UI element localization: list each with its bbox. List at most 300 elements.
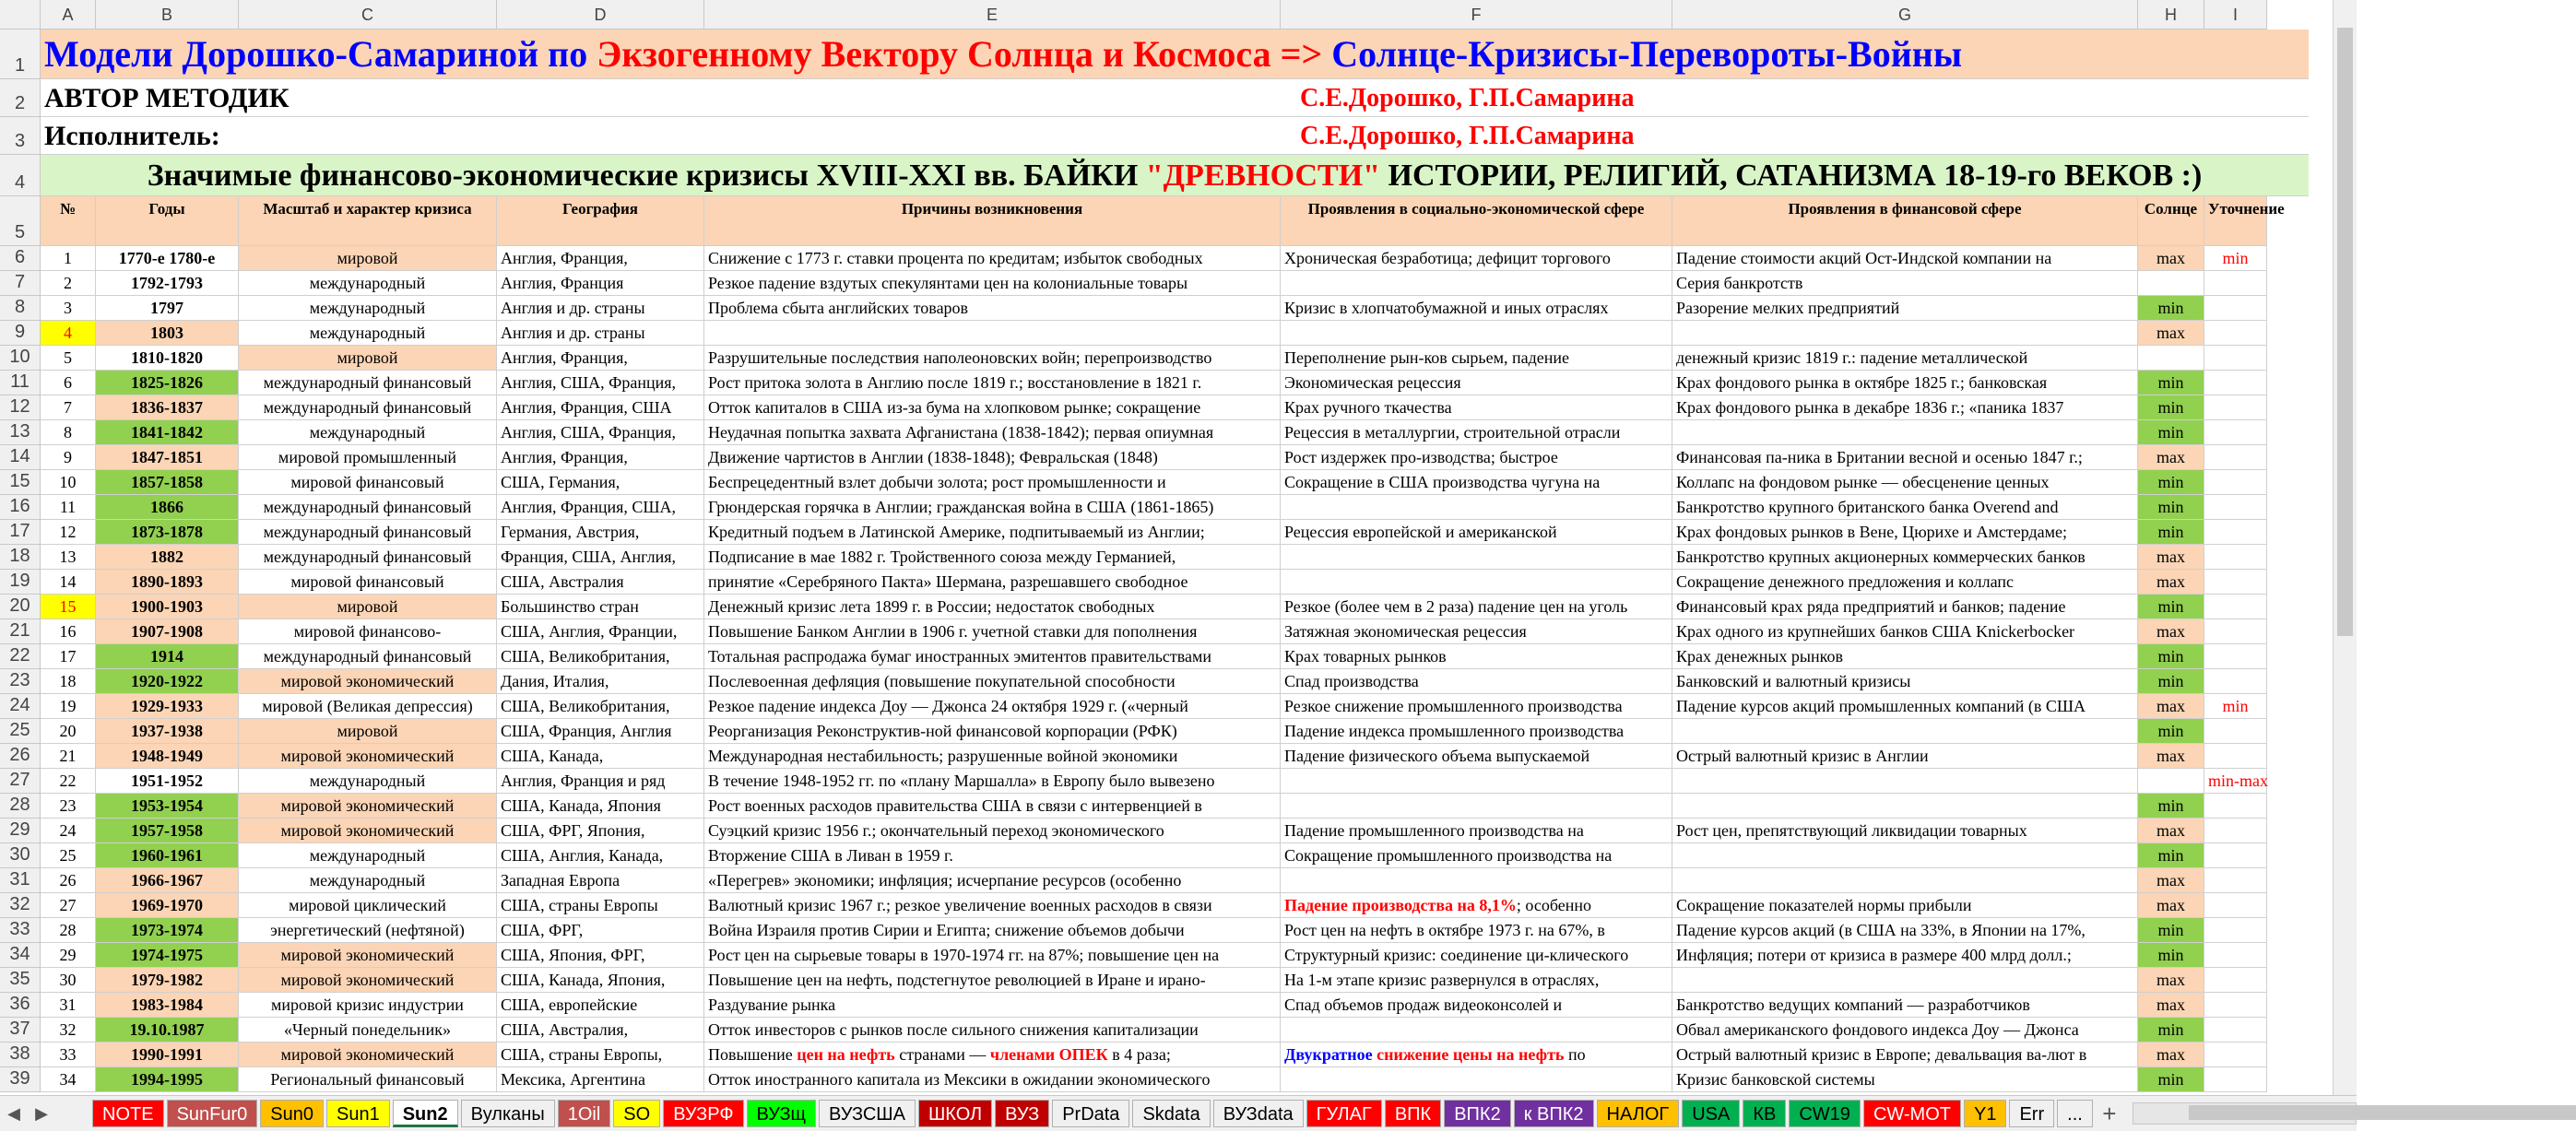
vertical-scrollbar[interactable] bbox=[2333, 0, 2357, 1095]
cell-sun[interactable]: min bbox=[2138, 918, 2204, 943]
cell-years[interactable]: 1948-1949 bbox=[96, 744, 239, 769]
cell-financial[interactable]: Крах денежных рынков bbox=[1672, 644, 2138, 669]
cell-sun[interactable]: min bbox=[2138, 644, 2204, 669]
cell-years[interactable]: 1810-1820 bbox=[96, 346, 239, 371]
cell-years[interactable]: 1797 bbox=[96, 296, 239, 321]
cell-clarification[interactable] bbox=[2204, 495, 2267, 520]
sheet-tab[interactable]: Sun2 bbox=[393, 1100, 458, 1127]
cell-scale[interactable]: мировой экономический bbox=[239, 794, 497, 819]
row-header[interactable]: 9 bbox=[0, 321, 41, 346]
cell-scale[interactable]: международный bbox=[239, 769, 497, 794]
sheet-tab[interactable]: ВУЗ bbox=[995, 1100, 1049, 1127]
cell-financial[interactable]: Кризис банковской системы bbox=[1672, 1067, 2138, 1092]
cell-social[interactable] bbox=[1281, 321, 1672, 346]
cell-clarification[interactable] bbox=[2204, 644, 2267, 669]
cell-causes[interactable]: Отток иностранного капитала из Мексики в ожидании экономического bbox=[704, 1067, 1281, 1092]
cell-social[interactable]: Рецессия европейской и американской bbox=[1281, 520, 1672, 545]
row-header[interactable]: 34 bbox=[0, 943, 41, 968]
sheet-tab[interactable]: Sun0 bbox=[260, 1100, 324, 1127]
sheet-tab[interactable]: SunFur0 bbox=[167, 1100, 258, 1127]
cell-clarification[interactable] bbox=[2204, 968, 2267, 993]
cell-clarification[interactable]: min bbox=[2204, 246, 2267, 271]
cell-sun[interactable]: min bbox=[2138, 395, 2204, 420]
cell-financial[interactable] bbox=[1672, 719, 2138, 744]
sheet-tab[interactable]: ВПК bbox=[1385, 1100, 1441, 1127]
cell-clarification[interactable] bbox=[2204, 271, 2267, 296]
add-sheet-icon[interactable]: + bbox=[2102, 1099, 2117, 1127]
cell-scale[interactable]: энергетический (нефтяной) bbox=[239, 918, 497, 943]
cell-causes[interactable]: Резкое падение индекса Доу — Джонса 24 октября 1929 г. («черный bbox=[704, 694, 1281, 719]
cell-number[interactable]: 3 bbox=[41, 296, 96, 321]
cell-social[interactable]: Крах товарных рынков bbox=[1281, 644, 1672, 669]
cell-number[interactable]: 30 bbox=[41, 968, 96, 993]
cell-scale[interactable]: «Черный понедельник» bbox=[239, 1018, 497, 1043]
cell-sun[interactable]: max bbox=[2138, 868, 2204, 893]
cell-social[interactable]: Спад производства bbox=[1281, 669, 1672, 694]
row-header[interactable]: 25 bbox=[0, 719, 41, 744]
cell-financial[interactable]: Коллапс на фондовом рынке — обесценение ценных bbox=[1672, 470, 2138, 495]
row-header[interactable]: 28 bbox=[0, 794, 41, 819]
cell-social[interactable]: Хроническая безработица; дефицит торгового bbox=[1281, 246, 1672, 271]
cell-sun[interactable]: min bbox=[2138, 669, 2204, 694]
cell-years[interactable]: 1960-1961 bbox=[96, 843, 239, 868]
sheet-tab[interactable]: 1Oil bbox=[558, 1100, 611, 1127]
row-header[interactable]: 29 bbox=[0, 819, 41, 843]
cell-social[interactable] bbox=[1281, 271, 1672, 296]
cell-social[interactable]: Структурный кризис: соединение ци-клического bbox=[1281, 943, 1672, 968]
cell-financial[interactable]: Крах одного из крупнейших банков США Knickerbocker bbox=[1672, 619, 2138, 644]
cell-financial[interactable]: Банкротство ведущих компаний — разработчиков bbox=[1672, 993, 2138, 1018]
subtitle-row[interactable] bbox=[41, 155, 2309, 196]
cell-geography[interactable]: Франция, США, Англия, bbox=[497, 545, 704, 570]
cell-causes[interactable] bbox=[704, 1043, 1281, 1067]
cell-geography[interactable]: США, Австралия, bbox=[497, 1018, 704, 1043]
sheet-tab[interactable]: Err bbox=[2009, 1100, 2054, 1127]
cell-sun[interactable]: min bbox=[2138, 843, 2204, 868]
cell-financial[interactable] bbox=[1672, 794, 2138, 819]
cell-clarification[interactable] bbox=[2204, 395, 2267, 420]
cell-years[interactable]: 1990-1991 bbox=[96, 1043, 239, 1067]
cell-financial[interactable]: Серия банкротств bbox=[1672, 271, 2138, 296]
cell-sun[interactable]: min bbox=[2138, 1067, 2204, 1092]
cell-years[interactable]: 1966-1967 bbox=[96, 868, 239, 893]
cell-clarification[interactable] bbox=[2204, 570, 2267, 595]
cell-years[interactable]: 1929-1933 bbox=[96, 694, 239, 719]
cell-financial[interactable]: Банкротство крупного британского банка Overend and bbox=[1672, 495, 2138, 520]
cell-scale[interactable]: международный bbox=[239, 420, 497, 445]
cell-scale[interactable]: международный bbox=[239, 271, 497, 296]
cell-geography[interactable]: Англия, Франция, bbox=[497, 445, 704, 470]
cell-number[interactable]: 8 bbox=[41, 420, 96, 445]
sheet-tab[interactable]: USA bbox=[1682, 1100, 1740, 1127]
cell-causes[interactable]: Снижение с 1773 г. ставки процента по кредитам; избыток свободных bbox=[704, 246, 1281, 271]
cell-social[interactable]: Рецессия в металлургии, строительной отрасли bbox=[1281, 420, 1672, 445]
cell-geography[interactable]: Дания, Италия, bbox=[497, 669, 704, 694]
cell-scale[interactable]: мировой финансовый bbox=[239, 570, 497, 595]
cell-sun[interactable]: min bbox=[2138, 470, 2204, 495]
cell-years[interactable]: 1900-1903 bbox=[96, 595, 239, 619]
cell-sun[interactable]: min bbox=[2138, 495, 2204, 520]
cell-geography[interactable]: США, Германия, bbox=[497, 470, 704, 495]
cell-years[interactable]: 1979-1982 bbox=[96, 968, 239, 993]
cell-financial[interactable]: Падение курсов акций (в США на 33%, в Японии на 17%, bbox=[1672, 918, 2138, 943]
cell-years[interactable]: 1973-1974 bbox=[96, 918, 239, 943]
row-header[interactable]: 24 bbox=[0, 694, 41, 719]
cell-causes[interactable]: Тотальная распродажа бумаг иностранных эмитентов правительствами bbox=[704, 644, 1281, 669]
executor-row[interactable] bbox=[41, 117, 2309, 155]
cell-social[interactable] bbox=[1281, 495, 1672, 520]
cell-geography[interactable]: США, Англия, Франции, bbox=[497, 619, 704, 644]
cell-geography[interactable]: Германия, Австрия, bbox=[497, 520, 704, 545]
cell-social[interactable] bbox=[1281, 570, 1672, 595]
cell-years[interactable]: 1836-1837 bbox=[96, 395, 239, 420]
sheet-tab[interactable]: CW-MOT bbox=[1863, 1100, 1961, 1127]
cell-years[interactable]: 19.10.1987 bbox=[96, 1018, 239, 1043]
row-header[interactable]: 5 bbox=[0, 196, 41, 246]
cell-number[interactable]: 22 bbox=[41, 769, 96, 794]
cell-causes[interactable]: Война Израиля против Сирии и Египта; снижение объемов добычи bbox=[704, 918, 1281, 943]
cell-financial[interactable]: Сокращение показателей нормы прибыли bbox=[1672, 893, 2138, 918]
cell-social[interactable]: Резкое снижение промышленного производства bbox=[1281, 694, 1672, 719]
cell-social[interactable] bbox=[1281, 1043, 1672, 1067]
cell-sun[interactable]: max bbox=[2138, 619, 2204, 644]
cell-number[interactable]: 28 bbox=[41, 918, 96, 943]
cell-years[interactable]: 1890-1893 bbox=[96, 570, 239, 595]
cell-causes[interactable]: Рост притока золота в Англию после 1819 г.; восстановление в 1821 г. bbox=[704, 371, 1281, 395]
row-header[interactable]: 10 bbox=[0, 346, 41, 371]
cell-clarification[interactable] bbox=[2204, 520, 2267, 545]
cell-years[interactable]: 1847-1851 bbox=[96, 445, 239, 470]
row-header[interactable]: 12 bbox=[0, 395, 41, 420]
cell-scale[interactable]: мировой экономический bbox=[239, 744, 497, 769]
sheet-tab[interactable]: КВ bbox=[1743, 1100, 1786, 1127]
cell-causes[interactable]: Раздувание рынка bbox=[704, 993, 1281, 1018]
row-header[interactable]: 18 bbox=[0, 545, 41, 570]
cell-financial[interactable]: Рост цен, препятствующий ликвидации товарных bbox=[1672, 819, 2138, 843]
cell-geography[interactable]: США, ФРГ, bbox=[497, 918, 704, 943]
column-header-D[interactable]: D bbox=[497, 0, 704, 29]
sheet-tab[interactable]: ГУЛАГ bbox=[1306, 1100, 1382, 1127]
cell-scale[interactable]: Региональный финансовый bbox=[239, 1067, 497, 1092]
cell-geography[interactable]: Англия, Франция, США, bbox=[497, 495, 704, 520]
header-cell[interactable]: Проявления в финансовой сфере bbox=[1672, 196, 2138, 246]
column-header-E[interactable]: E bbox=[704, 0, 1281, 29]
cell-social[interactable]: Экономическая рецессия bbox=[1281, 371, 1672, 395]
row-header[interactable]: 14 bbox=[0, 445, 41, 470]
sheet-tab[interactable]: NOTE bbox=[92, 1100, 164, 1127]
cell-sun[interactable]: min bbox=[2138, 595, 2204, 619]
cell-clarification[interactable] bbox=[2204, 296, 2267, 321]
cell-number[interactable]: 13 bbox=[41, 545, 96, 570]
row-header[interactable]: 2 bbox=[0, 79, 41, 117]
cell-sun[interactable]: min bbox=[2138, 520, 2204, 545]
cell-number[interactable]: 17 bbox=[41, 644, 96, 669]
cell-clarification[interactable] bbox=[2204, 794, 2267, 819]
cell-number[interactable]: 9 bbox=[41, 445, 96, 470]
cell-clarification[interactable]: min-max bbox=[2204, 769, 2267, 794]
cell-years[interactable]: 1866 bbox=[96, 495, 239, 520]
vertical-scroll-thumb[interactable] bbox=[2337, 28, 2353, 636]
cell-years[interactable]: 1994-1995 bbox=[96, 1067, 239, 1092]
cell-number[interactable]: 24 bbox=[41, 819, 96, 843]
cell-social[interactable]: Сокращение в США производства чугуна на bbox=[1281, 470, 1672, 495]
cell-scale[interactable]: мировой (Великая депрессия) bbox=[239, 694, 497, 719]
cell-causes[interactable]: Проблема сбыта английских товаров bbox=[704, 296, 1281, 321]
row-header[interactable]: 31 bbox=[0, 868, 41, 893]
cell-years[interactable]: 1957-1958 bbox=[96, 819, 239, 843]
cell-clarification[interactable] bbox=[2204, 321, 2267, 346]
row-header[interactable]: 15 bbox=[0, 470, 41, 495]
cell-causes[interactable]: Отток капиталов в США из-за бума на хлопковом рынке; сокращение bbox=[704, 395, 1281, 420]
cell-clarification[interactable] bbox=[2204, 545, 2267, 570]
cell-clarification[interactable] bbox=[2204, 819, 2267, 843]
cell-social[interactable] bbox=[1281, 794, 1672, 819]
cell-financial[interactable]: Крах фондового рынка в октябре 1825 г.; банковская bbox=[1672, 371, 2138, 395]
cell-causes[interactable]: Вторжение США в Ливан в 1959 г. bbox=[704, 843, 1281, 868]
cell-causes[interactable]: Рост цен на сырьевые товары в 1970-1974 гг. на 87%; повышение цен на bbox=[704, 943, 1281, 968]
cell-geography[interactable]: США, ФРГ, Япония, bbox=[497, 819, 704, 843]
cell-years[interactable]: 1770-е 1780-е bbox=[96, 246, 239, 271]
cell-number[interactable]: 10 bbox=[41, 470, 96, 495]
cell-clarification[interactable] bbox=[2204, 719, 2267, 744]
cell-causes[interactable]: Резкое падение вздутых спекулянтами цен на колониальные товары bbox=[704, 271, 1281, 296]
cell-number[interactable]: 5 bbox=[41, 346, 96, 371]
cell-geography[interactable]: Англия, Франция, bbox=[497, 346, 704, 371]
header-cell[interactable]: Причины возникновения bbox=[704, 196, 1281, 246]
cell-financial[interactable]: Падение стоимости акций Ост-Индской компании на bbox=[1672, 246, 2138, 271]
cell-causes[interactable]: Международная нестабильность; разрушенные войной экономики bbox=[704, 744, 1281, 769]
row-header[interactable]: 23 bbox=[0, 669, 41, 694]
cell-financial[interactable]: Финансовый крах ряда предприятий и банков; падение bbox=[1672, 595, 2138, 619]
column-header-B[interactable]: B bbox=[96, 0, 239, 29]
row-header[interactable]: 20 bbox=[0, 595, 41, 619]
cell-number[interactable]: 33 bbox=[41, 1043, 96, 1067]
cell-scale[interactable]: мировой bbox=[239, 595, 497, 619]
cell-number[interactable]: 23 bbox=[41, 794, 96, 819]
cell-sun[interactable]: max bbox=[2138, 993, 2204, 1018]
cell-financial[interactable] bbox=[1672, 843, 2138, 868]
cell-scale[interactable]: международный финансовый bbox=[239, 371, 497, 395]
cell-causes[interactable]: Отток инвесторов с рынков после сильного снижения капитализации bbox=[704, 1018, 1281, 1043]
cell-social[interactable] bbox=[1281, 1067, 1672, 1092]
cell-financial[interactable]: Банкротство крупных акционерных коммерческих банков bbox=[1672, 545, 2138, 570]
cell-years[interactable]: 1873-1878 bbox=[96, 520, 239, 545]
cell-social[interactable] bbox=[1281, 1018, 1672, 1043]
cell-financial[interactable]: Обвал американского фондового индекса Доу — Джонса bbox=[1672, 1018, 2138, 1043]
cell-sun[interactable]: min bbox=[2138, 943, 2204, 968]
row-header[interactable]: 30 bbox=[0, 843, 41, 868]
cell-scale[interactable]: мировой экономический bbox=[239, 1043, 497, 1067]
cell-scale[interactable]: мировой bbox=[239, 246, 497, 271]
cell-geography[interactable]: США, Канада, Япония bbox=[497, 794, 704, 819]
cell-years[interactable]: 1953-1954 bbox=[96, 794, 239, 819]
cell-causes[interactable]: Подписание в мае 1882 г. Тройственного союза между Германией, bbox=[704, 545, 1281, 570]
cell-number[interactable]: 32 bbox=[41, 1018, 96, 1043]
cell-scale[interactable]: международный bbox=[239, 296, 497, 321]
column-header-H[interactable]: H bbox=[2138, 0, 2204, 29]
cell-number[interactable]: 11 bbox=[41, 495, 96, 520]
cell-sun[interactable]: min bbox=[2138, 420, 2204, 445]
column-header-G[interactable]: G bbox=[1672, 0, 2138, 29]
horizontal-scroll-thumb[interactable] bbox=[2189, 1105, 2576, 1120]
cell-causes[interactable]: Суэцкий кризис 1956 г.; окончательный переход экономического bbox=[704, 819, 1281, 843]
author-row[interactable] bbox=[41, 79, 2309, 117]
row-header[interactable]: 16 bbox=[0, 495, 41, 520]
cell-number[interactable]: 12 bbox=[41, 520, 96, 545]
cell-number[interactable]: 7 bbox=[41, 395, 96, 420]
cell-scale[interactable]: международный финансовый bbox=[239, 644, 497, 669]
cell-financial[interactable] bbox=[1672, 968, 2138, 993]
cell-social[interactable] bbox=[1281, 868, 1672, 893]
cell-social[interactable] bbox=[1281, 893, 1672, 918]
cell-clarification[interactable]: min bbox=[2204, 694, 2267, 719]
row-header[interactable]: 17 bbox=[0, 520, 41, 545]
cell-clarification[interactable] bbox=[2204, 868, 2267, 893]
cell-scale[interactable]: мировой экономический bbox=[239, 943, 497, 968]
sheet-tab[interactable]: Skdata bbox=[1132, 1100, 1210, 1127]
more-tabs-button[interactable]: ... bbox=[2057, 1100, 2093, 1127]
cell-geography[interactable]: США, Япония, ФРГ, bbox=[497, 943, 704, 968]
cell-social[interactable]: Спад объемов продаж видеоконсолей и bbox=[1281, 993, 1672, 1018]
header-cell[interactable]: Проявления в социально-экономической сфере bbox=[1281, 196, 1672, 246]
row-header[interactable]: 35 bbox=[0, 968, 41, 993]
cell-sun[interactable]: min bbox=[2138, 719, 2204, 744]
cell-number[interactable]: 21 bbox=[41, 744, 96, 769]
cell-social[interactable]: Резкое (более чем в 2 раза) падение цен на уголь bbox=[1281, 595, 1672, 619]
cell-geography[interactable]: США, страны Европы, bbox=[497, 1043, 704, 1067]
cell-scale[interactable]: международный финансовый bbox=[239, 545, 497, 570]
cell-sun[interactable]: max bbox=[2138, 819, 2204, 843]
cell-number[interactable]: 4 bbox=[41, 321, 96, 346]
cell-financial[interactable] bbox=[1672, 868, 2138, 893]
cell-scale[interactable]: международный финансовый bbox=[239, 395, 497, 420]
cell-number[interactable]: 31 bbox=[41, 993, 96, 1018]
header-cell[interactable]: Уточнение bbox=[2204, 196, 2267, 246]
cell-clarification[interactable] bbox=[2204, 619, 2267, 644]
cell-social[interactable]: Рост цен на нефть в октябре 1973 г. на 67%, в bbox=[1281, 918, 1672, 943]
row-header[interactable]: 38 bbox=[0, 1043, 41, 1067]
cell-sun[interactable]: max bbox=[2138, 968, 2204, 993]
cell-sun[interactable] bbox=[2138, 346, 2204, 371]
cell-social[interactable]: Переполнение рын-ков сырьем, падение bbox=[1281, 346, 1672, 371]
row-header[interactable]: 37 bbox=[0, 1018, 41, 1043]
cell-number[interactable]: 29 bbox=[41, 943, 96, 968]
row-header[interactable]: 26 bbox=[0, 744, 41, 769]
cell-financial[interactable]: Падение курсов акций промышленных компаний (в США bbox=[1672, 694, 2138, 719]
cell-number[interactable]: 20 bbox=[41, 719, 96, 744]
cell-scale[interactable]: мировой экономический bbox=[239, 819, 497, 843]
cell-causes[interactable]: Рост военных расходов правительства США в связи с интервенцией в bbox=[704, 794, 1281, 819]
column-header-C[interactable]: C bbox=[239, 0, 497, 29]
row-header[interactable]: 32 bbox=[0, 893, 41, 918]
cell-scale[interactable]: мировой финансовый bbox=[239, 470, 497, 495]
cell-number[interactable]: 2 bbox=[41, 271, 96, 296]
header-cell[interactable]: Масштаб и характер кризиса bbox=[239, 196, 497, 246]
cell-sun[interactable]: max bbox=[2138, 694, 2204, 719]
cell-geography[interactable]: США, Канада, bbox=[497, 744, 704, 769]
cell-clarification[interactable] bbox=[2204, 1018, 2267, 1043]
select-all-corner[interactable] bbox=[0, 0, 41, 29]
row-header[interactable]: 33 bbox=[0, 918, 41, 943]
cell-number[interactable]: 34 bbox=[41, 1067, 96, 1092]
cell-clarification[interactable] bbox=[2204, 993, 2267, 1018]
row-header[interactable]: 8 bbox=[0, 296, 41, 321]
cell-scale[interactable]: международный финансовый bbox=[239, 520, 497, 545]
cell-number[interactable]: 16 bbox=[41, 619, 96, 644]
tab-scroll-right-icon[interactable]: ▶ bbox=[35, 1103, 48, 1123]
cell-scale[interactable]: международный финансовый bbox=[239, 495, 497, 520]
cell-social[interactable]: Затяжная экономическая рецессия bbox=[1281, 619, 1672, 644]
cell-sun[interactable]: min bbox=[2138, 371, 2204, 395]
cell-years[interactable]: 1920-1922 bbox=[96, 669, 239, 694]
cell-causes[interactable]: В течение 1948-1952 гг. по «плану Маршалла» в Европу было вывезено bbox=[704, 769, 1281, 794]
sheet-tab[interactable]: ВУЗщ bbox=[747, 1100, 816, 1127]
cell-social[interactable]: Падение промышленного производства на bbox=[1281, 819, 1672, 843]
cell-clarification[interactable] bbox=[2204, 843, 2267, 868]
cell-financial[interactable]: денежный кризис 1819 г.: падение металлической bbox=[1672, 346, 2138, 371]
cell-number[interactable]: 25 bbox=[41, 843, 96, 868]
sheet-tab[interactable]: CW19 bbox=[1789, 1100, 1861, 1127]
cell-financial[interactable]: Финансовая па-ника в Британии весной и осенью 1847 г.; bbox=[1672, 445, 2138, 470]
cell-financial[interactable]: Крах фондовых рынков в Вене, Цюрихе и Амстердаме; bbox=[1672, 520, 2138, 545]
cell-number[interactable]: 14 bbox=[41, 570, 96, 595]
cell-clarification[interactable] bbox=[2204, 918, 2267, 943]
cell-years[interactable]: 1803 bbox=[96, 321, 239, 346]
cell-social[interactable]: Падение индекса промышленного производства bbox=[1281, 719, 1672, 744]
header-cell[interactable]: № bbox=[41, 196, 96, 246]
cell-financial[interactable]: Острый валютный кризис в Англии bbox=[1672, 744, 2138, 769]
sheet-tab[interactable]: к ВПК2 bbox=[1514, 1100, 1594, 1127]
column-header-F[interactable]: F bbox=[1281, 0, 1672, 29]
cell-geography[interactable]: Англия и др. страны bbox=[497, 321, 704, 346]
cell-financial[interactable]: Сокращение денежного предложения и коллапс bbox=[1672, 570, 2138, 595]
cell-causes[interactable]: Реорганизация Реконструктив-ной финансовой корпорации (РФК) bbox=[704, 719, 1281, 744]
sheet-tab[interactable]: Y1 bbox=[1964, 1100, 2006, 1127]
cell-years[interactable]: 1914 bbox=[96, 644, 239, 669]
cell-sun[interactable]: max bbox=[2138, 744, 2204, 769]
cell-number[interactable]: 19 bbox=[41, 694, 96, 719]
cell-years[interactable]: 1907-1908 bbox=[96, 619, 239, 644]
cell-number[interactable]: 15 bbox=[41, 595, 96, 619]
cell-years[interactable]: 1937-1938 bbox=[96, 719, 239, 744]
cell-clarification[interactable] bbox=[2204, 1067, 2267, 1092]
cell-scale[interactable]: международный bbox=[239, 868, 497, 893]
cell-clarification[interactable] bbox=[2204, 1043, 2267, 1067]
cell-causes[interactable]: Послевоенная дефляция (повышение покупательной способности bbox=[704, 669, 1281, 694]
cell-sun[interactable]: max bbox=[2138, 1043, 2204, 1067]
cell-sun[interactable]: max bbox=[2138, 321, 2204, 346]
cell-years[interactable]: 1951-1952 bbox=[96, 769, 239, 794]
cell-scale[interactable]: мировой промышленный bbox=[239, 445, 497, 470]
cell-geography[interactable]: Западная Европа bbox=[497, 868, 704, 893]
sheet-tab[interactable]: SO bbox=[613, 1100, 660, 1127]
cell-social[interactable] bbox=[1281, 769, 1672, 794]
header-cell[interactable]: Годы bbox=[96, 196, 239, 246]
tab-scroll-left-icon[interactable]: ◀ bbox=[7, 1103, 20, 1123]
cell-geography[interactable]: Мексика, Аргентина bbox=[497, 1067, 704, 1092]
cell-clarification[interactable] bbox=[2204, 470, 2267, 495]
cell-causes[interactable]: Грюндерская горячка в Англии; гражданская война в США (1861-1865) bbox=[704, 495, 1281, 520]
row-header[interactable]: 6 bbox=[0, 246, 41, 271]
cell-sun[interactable]: max bbox=[2138, 893, 2204, 918]
cell-financial[interactable]: Банковский и валютный кризисы bbox=[1672, 669, 2138, 694]
cell-causes[interactable]: «Перегрев» экономики; инфляция; исчерпание ресурсов (особенно bbox=[704, 868, 1281, 893]
cell-causes[interactable]: Повышение Банком Англии в 1906 г. учетной ставки для пополнения bbox=[704, 619, 1281, 644]
row-header[interactable]: 1 bbox=[0, 29, 41, 79]
cell-sun[interactable]: max bbox=[2138, 246, 2204, 271]
cell-social[interactable]: На 1-м этапе кризис развернулся в отраслях, bbox=[1281, 968, 1672, 993]
cell-geography[interactable]: Англия и др. страны bbox=[497, 296, 704, 321]
